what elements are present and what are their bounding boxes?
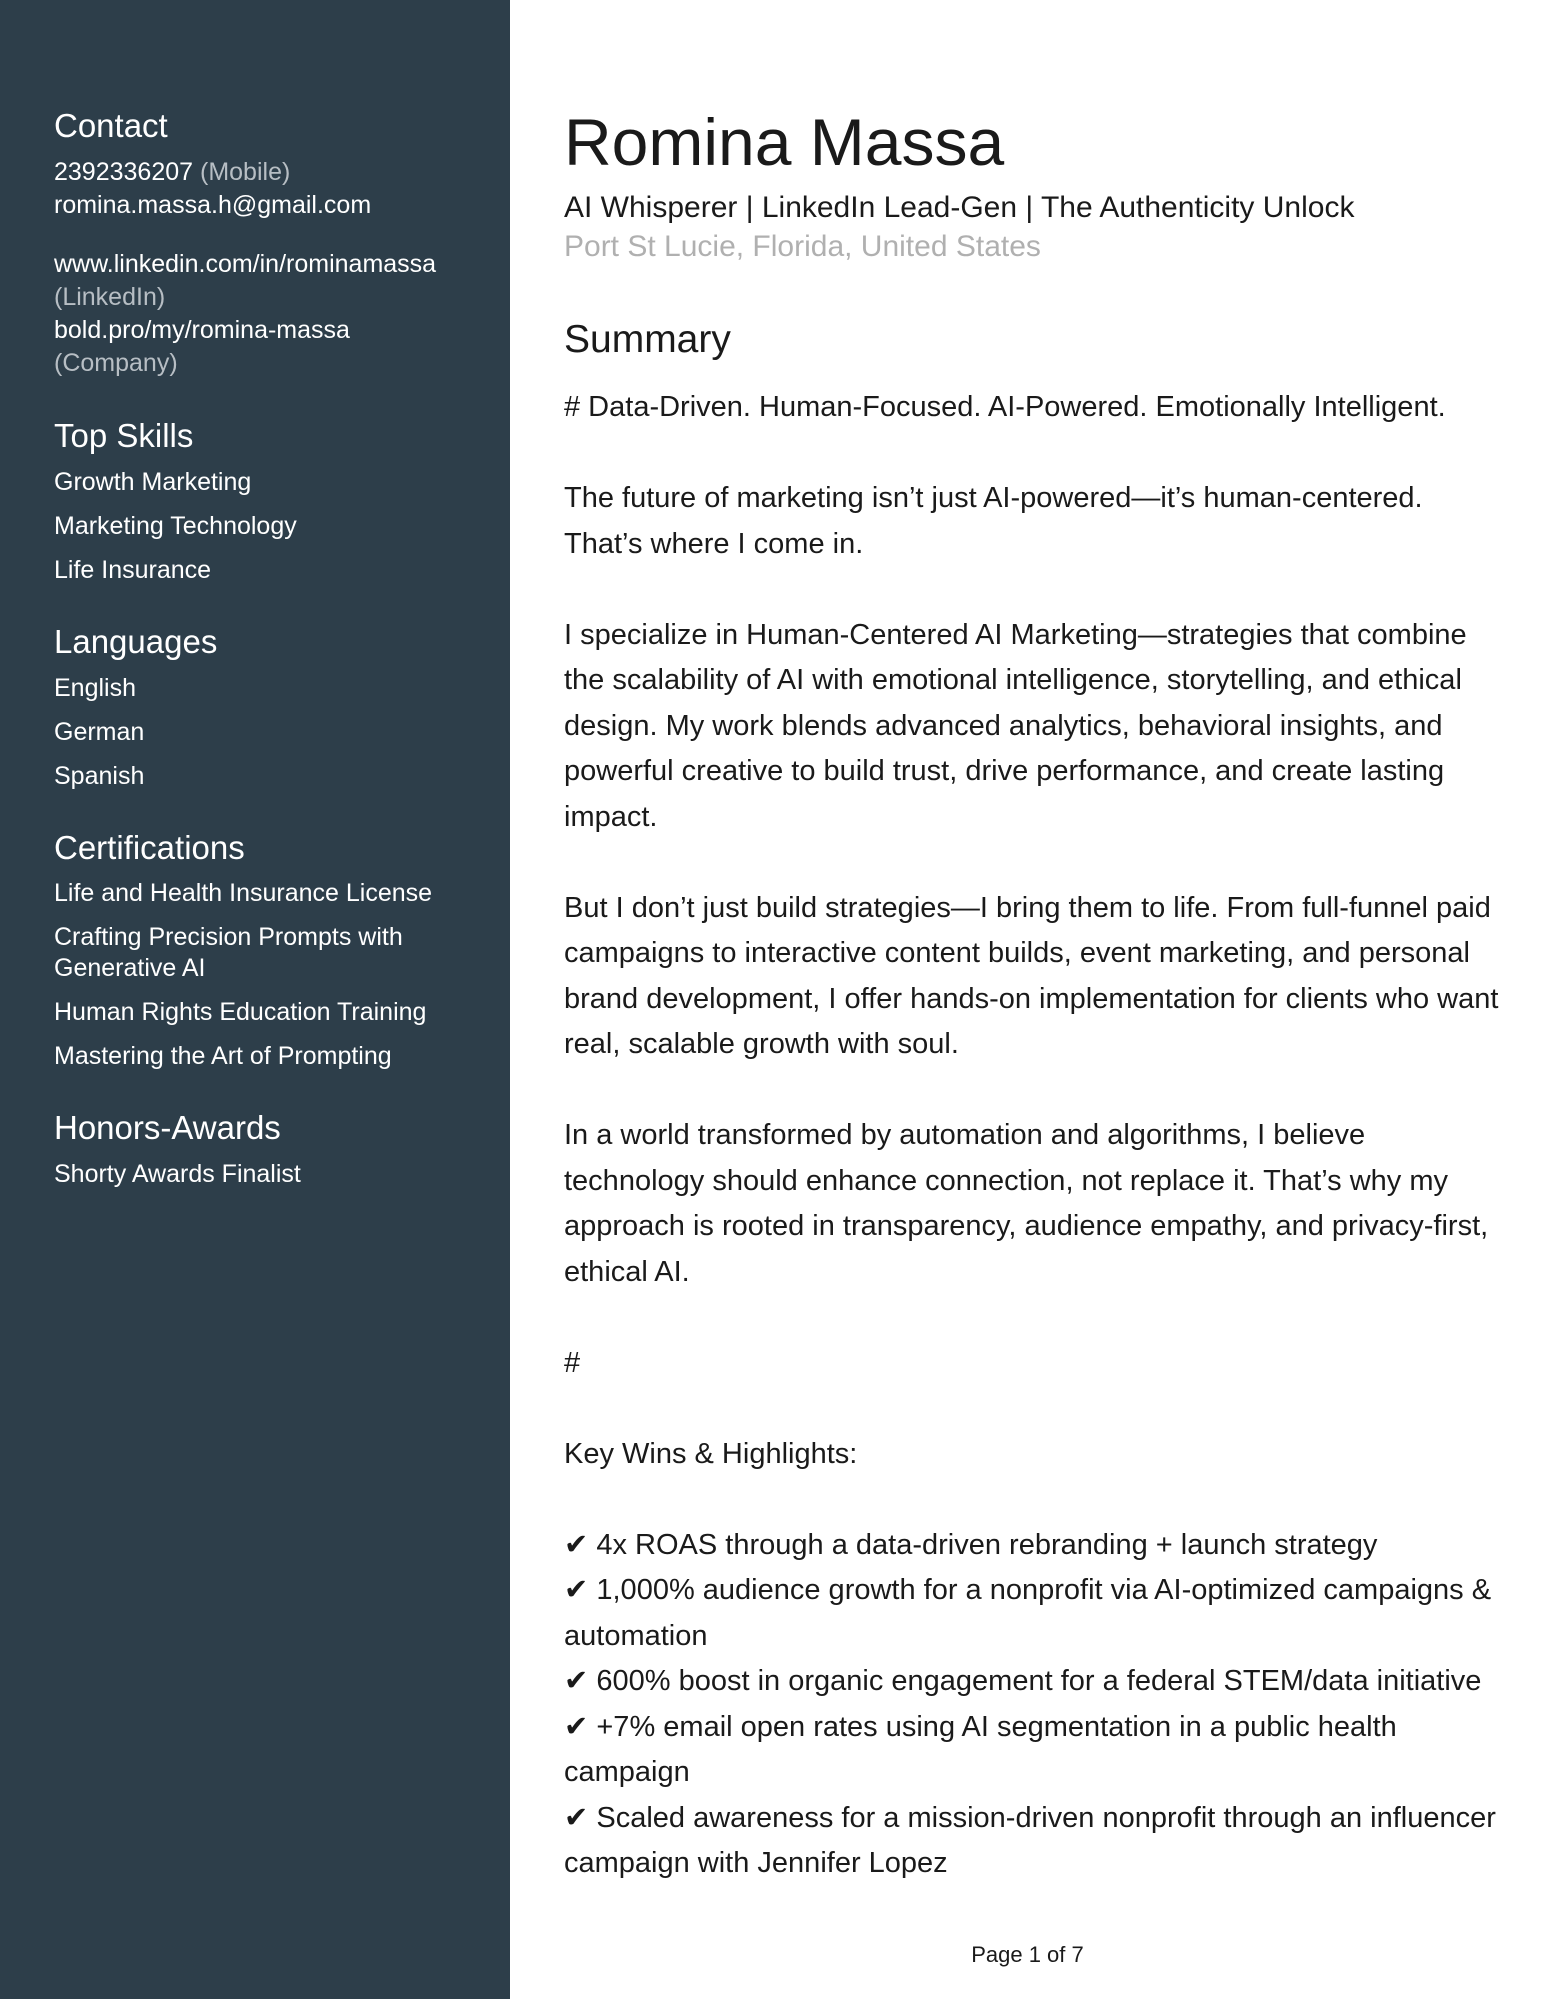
contact-linkedin[interactable]: www.linkedin.com/in/rominamassa	[54, 250, 437, 278]
page-number: Page 1 of 7	[971, 1942, 1084, 1967]
key-win-item	[564, 1705, 1504, 1796]
certifications-heading: Certifications	[54, 829, 245, 866]
summary-paragraph: #	[564, 1346, 581, 1379]
certification-item: Human Rights Education Training	[54, 998, 427, 1026]
key-win-item	[564, 1796, 1504, 1887]
certification-item: Crafting Precision Prompts with Generative AI	[54, 923, 403, 982]
key-win-text: 4x ROAS through a data-driven rebranding + launch strategy	[596, 1528, 1378, 1561]
sidebar	[0, 0, 510, 1999]
skill-item: Growth Marketing	[54, 468, 252, 496]
contact-email[interactable]: romina.massa.h@gmail.com	[54, 191, 372, 219]
contact-section	[54, 106, 490, 380]
honors-heading: Honors-Awards	[54, 1109, 281, 1146]
language-item: Spanish	[54, 762, 145, 790]
checkmark-icon: ✔	[564, 1665, 589, 1697]
key-win-item	[564, 1568, 1504, 1659]
skill-item: Marketing Technology	[54, 512, 297, 540]
checkmark-icon: ✔	[564, 1528, 589, 1561]
candidate-location: Port St Lucie, Florida, United States	[564, 230, 1041, 263]
key-win-text: 1,000% audience growth for a nonprofit via AI-optimized campaigns & automation	[564, 1574, 1492, 1652]
certifications-section	[54, 828, 490, 1072]
checkmark-icon: ✔	[564, 1574, 589, 1606]
top-skills-section	[54, 416, 490, 586]
summary-paragraph: # Data-Driven. Human-Focused. AI-Powered. Emotionally Intelligent.	[564, 391, 1446, 423]
key-win-text: +7% email open rates using AI segmentation in a public health campaign	[564, 1710, 1397, 1788]
languages-heading: Languages	[54, 623, 218, 660]
key-win-text: 600% boost in organic engagement for a federal STEM/data initiative	[596, 1665, 1482, 1697]
candidate-headline: AI Whisperer | LinkedIn Lead-Gen | The Authenticity Unlock	[564, 191, 1355, 224]
summary-paragraph: In a world transformed by automation and algorithms, I believe technology should enhance connection, not replace it. That’s why my approach is rooted in transparency, audience empathy, and privacy-first, ethical AI.	[564, 1119, 1489, 1288]
checkmark-icon: ✔	[564, 1801, 589, 1834]
contact-company-url[interactable]: bold.pro/my/romina-massa	[54, 316, 350, 344]
summary-paragraph: I specialize in Human-Centered AI Marketing—strategies that combine the scalability of AI with emotional intelligence, storytelling, and ethical design. My work blends advanced analytics, behavioral insights, and powerful creative to build trust, drive performance, and create lasting impact.	[564, 618, 1467, 833]
key-win-item	[564, 1523, 1504, 1569]
top-skills-heading: Top Skills	[54, 417, 194, 454]
honor-item: Shorty Awards Finalist	[54, 1160, 301, 1188]
candidate-name: Romina Massa	[564, 105, 1005, 179]
certification-item: Life and Health Insurance License	[54, 879, 433, 907]
contact-heading: Contact	[54, 107, 168, 144]
certification-item: Mastering the Art of Prompting	[54, 1042, 392, 1070]
languages-section	[54, 622, 490, 792]
contact-phone[interactable]: 2392336207	[54, 158, 194, 186]
summary-paragraph: But I don’t just build strategies—I bring them to life. From full-funnel paid campaigns to interactive content builds, event marketing, and personal brand development, I offer hands-on implementation for clients who want real, scalable growth with soul.	[564, 891, 1499, 1060]
contact-phone-label: (Mobile)	[200, 158, 291, 186]
checkmark-icon: ✔	[564, 1710, 589, 1743]
skill-item: Life Insurance	[54, 556, 212, 584]
contact-phone-line	[54, 156, 490, 189]
summary-paragraph: The future of marketing isn’t just AI-powered—it’s human-centered. That’s where I come in.	[564, 482, 1423, 560]
key-wins-heading: Key Wins & Highlights:	[564, 1437, 858, 1470]
contact-company-label: (Company)	[54, 349, 178, 377]
key-win-text: Scaled awareness for a mission-driven nonprofit through an influencer campaign with Jennifer Lopez	[564, 1801, 1496, 1879]
language-item: English	[54, 674, 136, 702]
summary-body	[564, 385, 1504, 1887]
contact-linkedin-label: (LinkedIn)	[54, 283, 166, 311]
honors-section	[54, 1108, 490, 1190]
summary-heading: Summary	[564, 318, 731, 361]
key-win-item	[564, 1659, 1504, 1705]
language-item: German	[54, 718, 145, 746]
